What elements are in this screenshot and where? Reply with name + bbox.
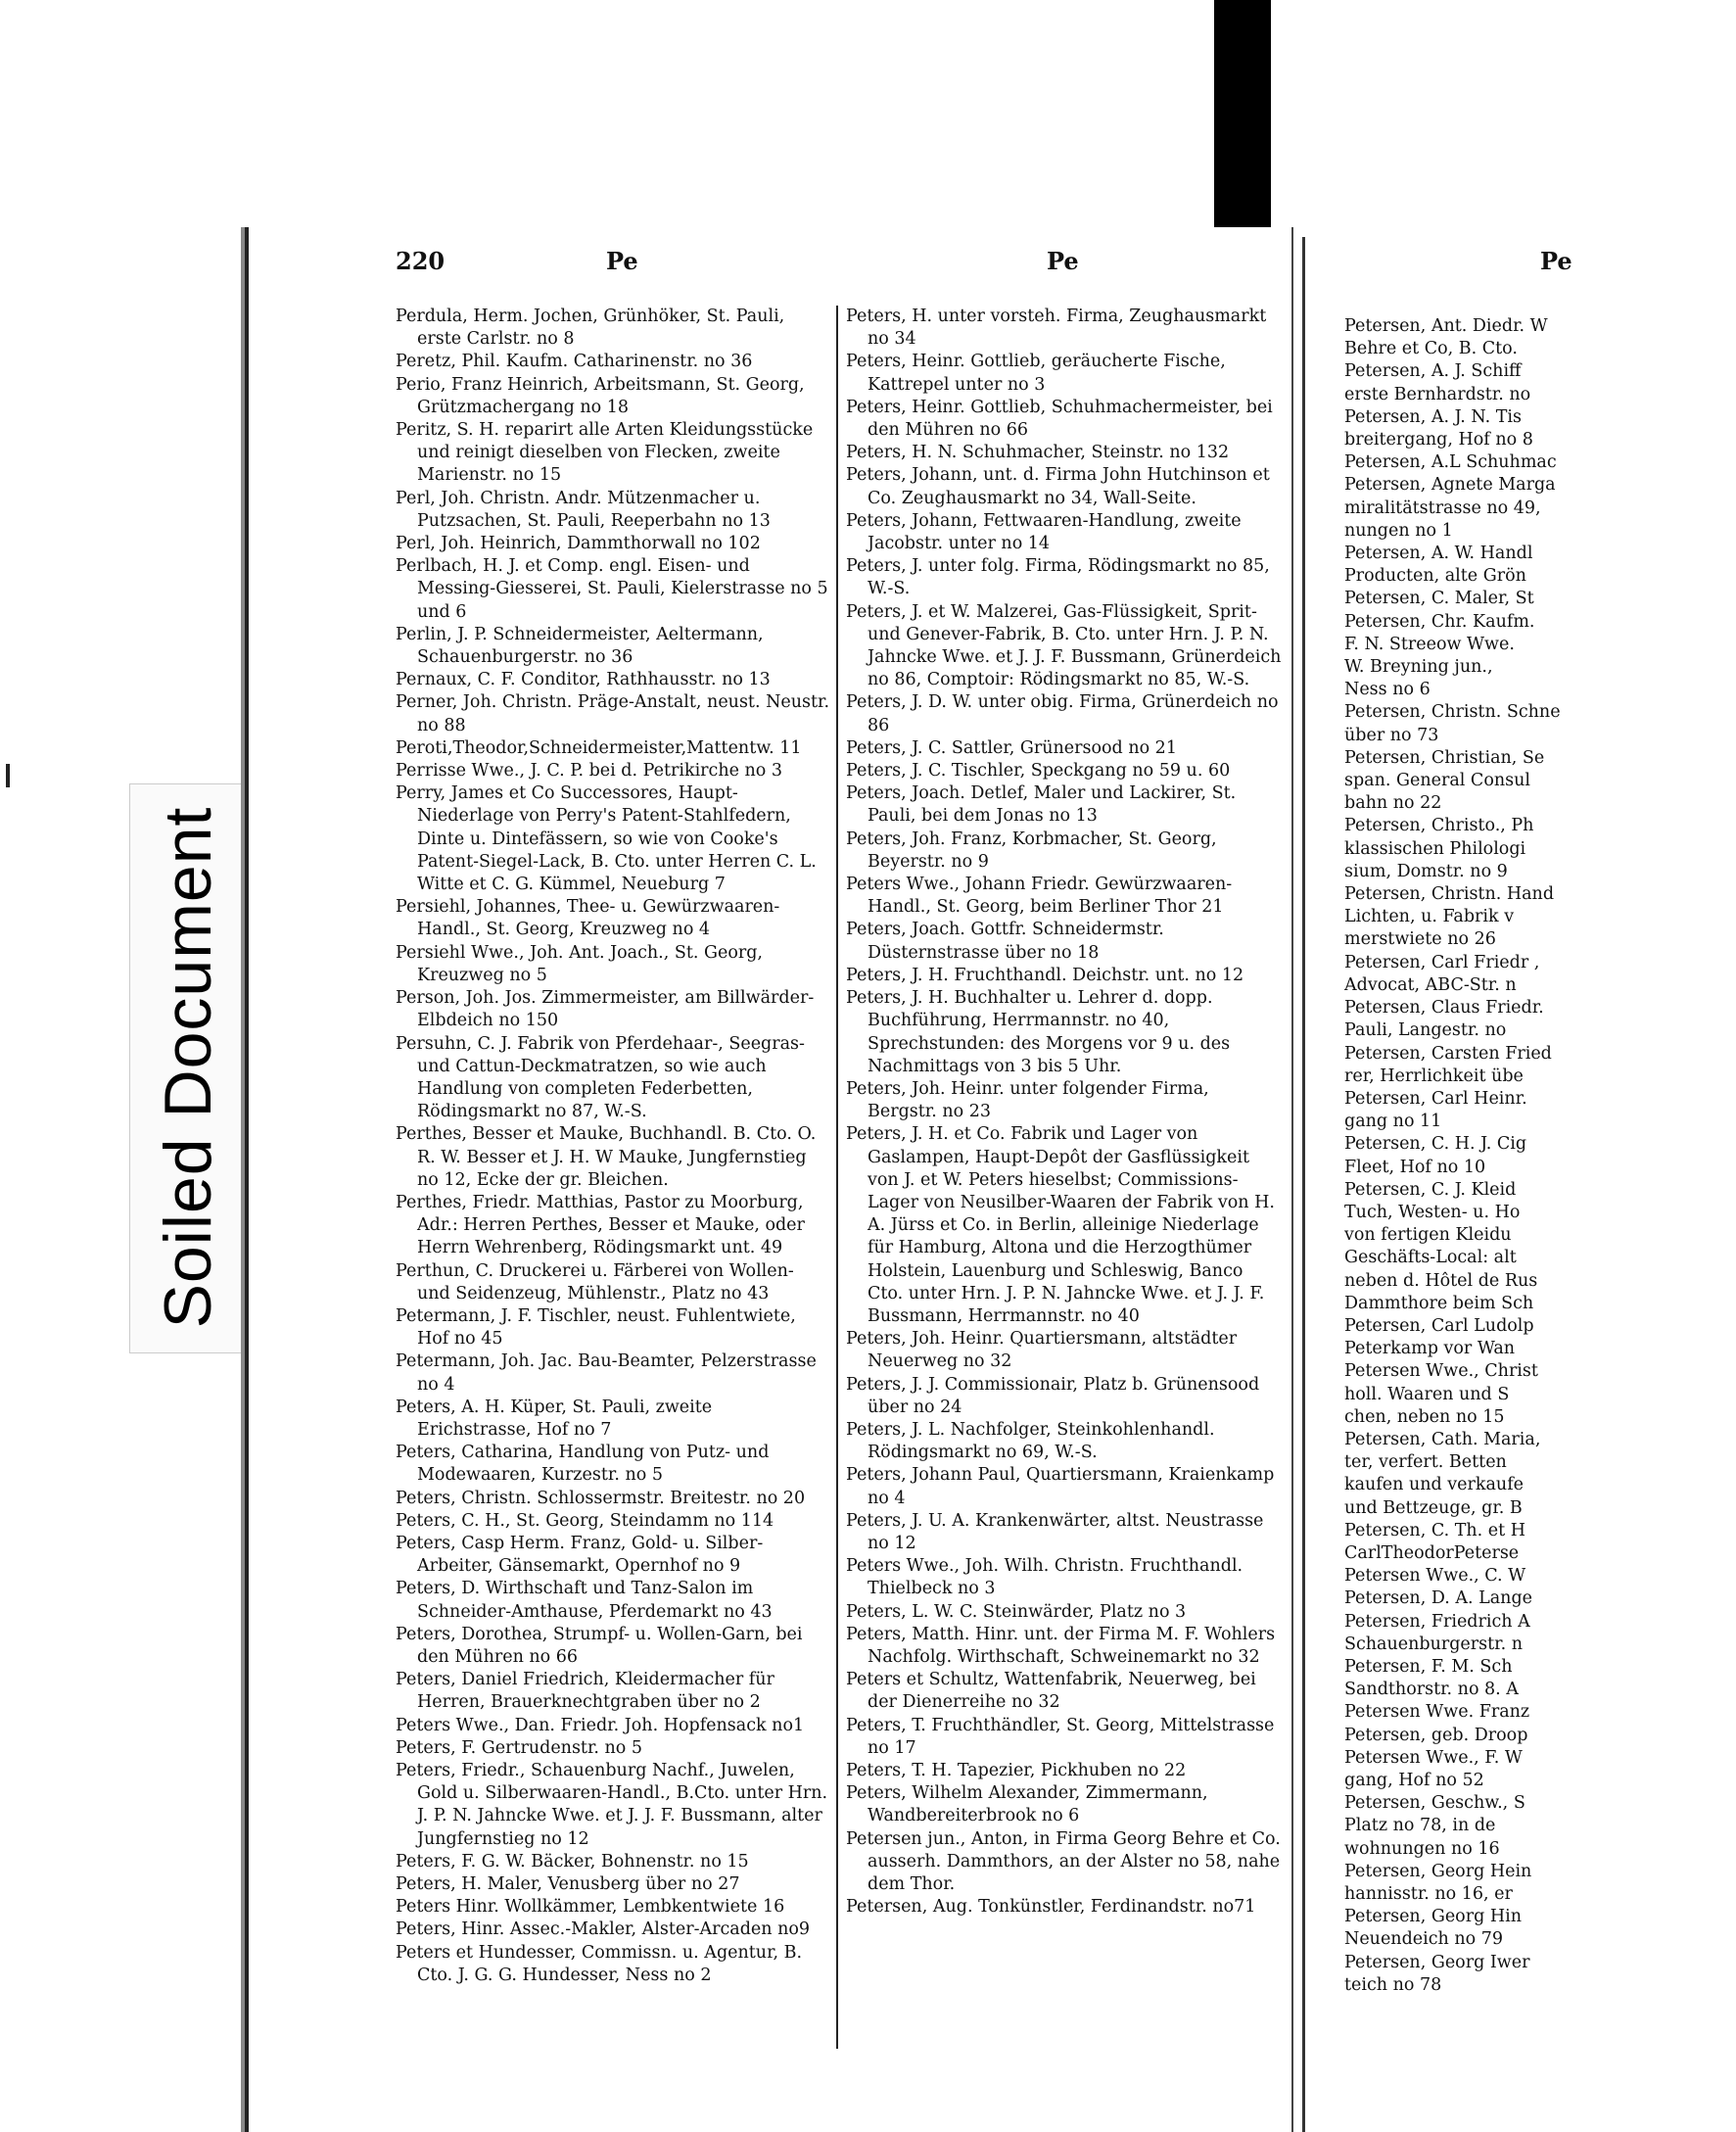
left-column: [396, 306, 831, 1987]
directory-entry: Petersen, Geschw., S: [1344, 1793, 1525, 1814]
directory-entry: Petersen, geb. Droop: [1344, 1725, 1528, 1745]
page-number: 220: [396, 247, 446, 275]
directory-entry: Petermann, Joh. Jac. Bau-Beamter, Pelzerstrasse no 4: [396, 1351, 817, 1395]
scan-margin: [0, 0, 245, 2132]
directory-entry: Perthes, Besser et Mauke, Buchhandl. B. Cto. O. R. W. Besser et J. H. W Mauke, Jungfernstieg no 12, Ecke der gr. Bleichen.: [396, 1124, 817, 1190]
directory-entry: Persiehl, Johannes, Thee- u. Gewürzwaaren-Handl., St. Georg, Kreuzweg no 4: [396, 897, 780, 940]
directory-entry: F. N. Streeow Wwe.: [1344, 634, 1515, 654]
directory-entry: Petersen, Friedrich A: [1344, 1611, 1530, 1632]
directory-entry: Petersen, C. H. J. Cig: [1344, 1134, 1527, 1155]
directory-entry: von fertigen Kleidu: [1344, 1225, 1512, 1246]
directory-entry: Petersen jun., Anton, in Firma Georg Behre et Co. ausserh. Dammthors, an der Alster no 58, nahe dem Thor.: [846, 1828, 1281, 1895]
book-binding-shadow: [1214, 0, 1271, 264]
directory-entry: Petersen, A. W. Handl: [1344, 544, 1533, 564]
directory-entry: Perthes, Friedr. Matthias, Pastor zu Moorburg, Adr.: Herren Perthes, Besser et Mauke, oder Herrn Wehrenberg, Rödingsmarkt unt. 49: [396, 1192, 805, 1258]
directory-entry: Peters, T. H. Tapezier, Pickhuben no 22: [846, 1761, 1187, 1780]
directory-entry: Peters, F. G. W. Bäcker, Bohnenstr. no 15: [396, 1851, 749, 1871]
directory-entry: Ness no 6: [1344, 680, 1431, 700]
directory-entry: Petersen, C. Th. et H: [1344, 1520, 1526, 1540]
directory-entry: Persiehl Wwe., Joh. Ant. Joach., St. Georg, Kreuzweg no 5: [396, 942, 763, 985]
directory-entry: gang, Hof no 52: [1344, 1771, 1484, 1790]
directory-entry: Peters, J. C. Sattler, Grünersood no 21: [846, 737, 1177, 758]
directory-entry: Peters, J. U. A. Krankenwärter, altst. Neustrasse no 12: [846, 1510, 1264, 1553]
directory-entry: Peters, H. N. Schuhmacher, Steinstr. no 132: [846, 443, 1230, 463]
directory-entry: breitergang, Hof no 8: [1344, 430, 1533, 450]
directory-entry: CarlTheodorPeterse: [1344, 1542, 1520, 1563]
directory-entry: Peters, Heinr. Gottlieb, Schuhmachermeister, bei den Mühren no 66: [846, 397, 1273, 441]
directory-entry: teich no 78: [1344, 1974, 1442, 1995]
directory-entry: Peters, Daniel Friedrich, Kleidermacher für Herren, Brauerknechtgraben über no 2: [396, 1670, 774, 1713]
right-column: [846, 306, 1282, 1919]
directory-entry: Petersen, Agnete Marga: [1344, 475, 1556, 496]
directory-entry: Peters Wwe., Johann Friedr. Gewürzwaaren-Handl., St. Georg, beim Berliner Thor 21: [846, 875, 1233, 918]
directory-entry: Perlbach, H. J. et Comp. engl. Eisen- und Messing-Giesserei, St. Pauli, Kielerstrasse no 5 und 6: [396, 556, 828, 622]
directory-entry: Peters, J. L. Nachfolger, Steinkohlenhandl. Rödingsmarkt no 69, W.-S.: [846, 1419, 1215, 1463]
directory-entry: und Bettzeuge, gr. B: [1344, 1497, 1523, 1518]
directory-entry: Peters, Matth. Hinr. unt. der Firma M. F. Wohlers Nachfolg. Wirthschaft, Schweinemarkt no 32: [846, 1624, 1276, 1667]
directory-entry: Petersen, Claus Friedr.: [1344, 998, 1544, 1019]
column-divider: [836, 306, 838, 2049]
directory-entry: Petermann, J. F. Tischler, neust. Fuhlentwiete, Hof no 45: [396, 1305, 796, 1350]
directory-entry: Peters, J. D. W. unter obig. Firma, Grünerdeich no 86: [846, 692, 1279, 735]
directory-entry: Petersen, F. M. Sch: [1344, 1656, 1513, 1677]
directory-entry: Peters, J. H. Buchhalter u. Lehrer d. dopp. Buchführung, Herrmannstr. no 40, Sprechstunden: des Morgens vor 9 u. des Nachmittags von 3 bis 5 Uhr.: [846, 988, 1231, 1076]
directory-entry: Peters, H. unter vorsteh. Firma, Zeughausmarkt no 34: [846, 307, 1267, 350]
directory-entry: Petersen, Chr. Kaufm.: [1344, 611, 1535, 632]
directory-entry: span. General Consul: [1344, 771, 1530, 791]
directory-entry: Peters, Johann, Fettwaaren-Handlung, zweite Jacobstr. unter no 14: [846, 510, 1242, 554]
directory-entry: Peters, J. J. Commissionair, Platz b. Grünensood über no 24: [846, 1374, 1260, 1417]
directory-entry: Peters, Joh. Heinr. unter folgender Firma, Bergstr. no 23: [846, 1078, 1209, 1122]
directory-entry: Peters Hinr. Wollkämmer, Lembkentwiete 16: [396, 1897, 785, 1918]
directory-entry: Peroti,Theodor,Schneidermeister,Mattentw. 11: [396, 737, 802, 758]
directory-entry: Peters, D. Wirthschaft und Tanz-Salon im Schneider-Amthause, Pferdemarkt no 43: [396, 1579, 773, 1622]
next-page-partial: [1302, 237, 1570, 2132]
directory-entry: Behre et Co, B. Cto.: [1344, 339, 1518, 359]
directory-entry: Petersen Wwe. Franz: [1344, 1702, 1530, 1723]
directory-entry: ter, verfert. Betten: [1344, 1452, 1507, 1473]
directory-entry: Persuhn, C. J. Fabrik von Pferdehaar-, Seegras- und Cattun-Deckmatratzen, so wie auch Handlung von completen Federbetten, Rödingsmarkt no 87, W.-S.: [396, 1033, 805, 1122]
directory-entry: gang no 11: [1344, 1112, 1442, 1132]
directory-entry: Peters, J. H. Fruchthandl. Deichstr. unt. no 12: [846, 965, 1244, 985]
directory-entry: Peters, J. C. Tischler, Speckgang no 59 u. 60: [846, 761, 1231, 782]
directory-entry: sium, Domstr. no 9: [1344, 861, 1508, 881]
directory-entry: Peretz, Phil. Kaufm. Catharinenstr. no 36: [396, 352, 753, 372]
directory-entry: Peters, Joach. Detlef, Maler und Lackirer, St. Pauli, bei dem Jonas no 13: [846, 783, 1237, 827]
directory-entry: Peters, C. H., St. Georg, Steindamm no 114: [396, 1510, 774, 1531]
directory-entry: Peters, Dorothea, Strumpf- u. Wollen-Garn, bei den Mühren no 66: [396, 1624, 803, 1667]
directory-entry: Petersen, A. J. N. Tis: [1344, 406, 1522, 427]
directory-entry: Petersen, Christn. Schne: [1344, 702, 1561, 723]
directory-entry: Peters, J. H. et Co. Fabrik und Lager von Gaslampen, Haupt-Depôt der Gasflüssigkeit von J. et W. Peters hieselbst; Commissions-Lager von Neusilber-Waaren der Fabrik von H. A. Jürss et Co. in Berlin, alleinige Niederlage für Hamburg, Altona und die Herzogthümer Holstein, Lauenburg und Schleswig, Banco Cto. unter Hrn. J. P. N. Jahncke Wwe. et J. J. F. Bussmann, Herrmannstr. no 40: [846, 1124, 1275, 1326]
directory-entry: Peters, Christn. Schlossermstr. Breitestr. no 20: [396, 1488, 806, 1508]
directory-entry: kaufen und verkaufe: [1344, 1475, 1525, 1495]
directory-entry: Petersen, Christo., Ph: [1344, 816, 1534, 836]
directory-entry: Peters Wwe., Dan. Friedr. Joh. Hopfensack no1: [396, 1715, 805, 1735]
directory-entry: Petersen, Carl Friedr ,: [1344, 952, 1540, 972]
directory-entry: Peters, T. Fruchthändler, St. Georg, Mittelstrasse no 17: [846, 1715, 1275, 1758]
directory-entry: Petersen, Christian, Se: [1344, 747, 1545, 768]
directory-page: [245, 227, 1293, 2132]
directory-entry: Peters, Casp Herm. Franz, Gold- u. Silber-Arbeiter, Gänsemarkt, Opernhof no 9: [396, 1533, 764, 1577]
directory-entry: Peters, Joach. Gottfr. Schneidermstr. Düsternstrasse über no 18: [846, 920, 1164, 963]
directory-entry: Schauenburgerstr. n: [1344, 1634, 1524, 1654]
directory-entry: Peters, Johann, unt. d. Firma John Hutchinson et Co. Zeughausmarkt no 34, Wall-Seite.: [846, 465, 1270, 508]
directory-entry: Petersen, C. Maler, St: [1344, 589, 1534, 609]
directory-entry: Perthun, C. Druckerei u. Färberei von Wollen- und Seidenzeug, Mühlenstr., Platz no 43: [396, 1260, 794, 1303]
directory-entry: Producten, alte Grön: [1344, 566, 1526, 587]
directory-entry: Petersen, D. A. Lange: [1344, 1588, 1533, 1609]
directory-entry: Petersen, Georg Hein: [1344, 1861, 1532, 1881]
directory-entry: Perl, Joh. Christn. Andr. Mützenmacher u. Putzsachen, St. Pauli, Reeperbahn no 13: [396, 488, 771, 531]
directory-entry: Petersen Wwe., F. W: [1344, 1747, 1523, 1768]
header-left: Pe: [606, 247, 638, 275]
directory-entry: W. Breyning jun.,: [1344, 657, 1493, 678]
directory-entry: Petersen, A. J. Schiff: [1344, 361, 1522, 382]
directory-entry: Petersen, Aug. Tonkünstler, Ferdinandstr. no71: [846, 1897, 1256, 1918]
directory-entry: Perry, James et Co Successores, Haupt-Niederlage von Perry's Patent-Stahlfedern, Dinte u. Dintefässern, so wie von Cooke's Patent-Siegel-Lack, B. Cto. unter Herren C. L. Witte et C. G. Kümmel, Neueburg 7: [396, 783, 817, 895]
directory-entry: Peters, Johann Paul, Quartiersmann, Kraienkamp no 4: [846, 1465, 1275, 1508]
directory-entry: Peritz, S. H. reparirt alle Arten Kleidungsstücke und reinigt dieselben von Flecken, zweite Marienstr. no 15: [396, 420, 814, 486]
directory-entry: Peterkamp vor Wan: [1344, 1339, 1516, 1359]
directory-entry: Petersen, Carsten Fried: [1344, 1043, 1552, 1064]
directory-entry: Petersen, Georg Iwer: [1344, 1952, 1530, 1972]
directory-entry: Peters, Hinr. Assec.-Makler, Alster-Arcaden no9: [396, 1919, 811, 1940]
directory-entry: holl. Waaren und S: [1344, 1384, 1510, 1404]
margin-mark: [6, 764, 10, 787]
next-page-column: [1344, 315, 1736, 1997]
directory-entry: Peters, Joh. Franz, Korbmacher, St. Georg, Beyerstr. no 9: [846, 829, 1217, 872]
directory-entry: neben d. Hôtel de Rus: [1344, 1270, 1538, 1291]
directory-entry: Peters, J. unter folg. Firma, Rödingsmarkt no 85, W.-S.: [846, 556, 1270, 599]
directory-entry: Pauli, Langestr. no: [1344, 1020, 1507, 1041]
directory-entry: Platz no 78, in de: [1344, 1816, 1496, 1836]
directory-entry: Peters, Wilhelm Alexander, Zimmermann, Wandbereiterbrook no 6: [846, 1783, 1208, 1826]
directory-entry: Peters Wwe., Joh. Wilh. Christn. Fruchthandl. Thielbeck no 3: [846, 1556, 1243, 1599]
directory-entry: Petersen, Ant. Diedr. W: [1344, 316, 1548, 336]
directory-entry: Person, Joh. Jos. Zimmermeister, am Billwärder-Elbdeich no 150: [396, 988, 815, 1031]
directory-entry: Peters et Schultz, Wattenfabrik, Neuerweg, bei der Dienerreihe no 32: [846, 1670, 1256, 1713]
directory-entry: Perner, Joh. Christn. Präge-Anstalt, neust. Neustr. no 88: [396, 692, 830, 735]
directory-entry: Fleet, Hof no 10: [1344, 1157, 1486, 1177]
directory-entry: erste Bernhardstr. no: [1344, 384, 1531, 404]
directory-entry: Petersen, A.L Schuhmac: [1344, 452, 1557, 473]
directory-entry: Peters, J. et W. Malzerei, Gas-Flüssigkeit, Sprit- und Genever-Fabrik, B. Cto. unter Hrn. J. P. N. Jahncke Wwe. et J. J. F. Bussmann, Grünerdeich no 86, Comptoir: Rödingsmarkt no 85, W.-S.: [846, 601, 1282, 690]
directory-entry: Peters, Catharina, Handlung von Putz- und Modewaaren, Kurzestr. no 5: [396, 1443, 770, 1486]
directory-entry: Pernaux, C. F. Conditor, Rathhausstr. no 13: [396, 670, 771, 690]
directory-entry: Petersen Wwe., C. W: [1344, 1566, 1526, 1587]
directory-entry: Peters, Joh. Heinr. Quartiersmann, altstädter Neuerweg no 32: [846, 1329, 1238, 1372]
header-right: Pe: [1047, 247, 1079, 275]
directory-entry: nungen no 1: [1344, 520, 1453, 541]
directory-entry: Sandthorstr. no 8. A: [1344, 1680, 1519, 1700]
next-page-header: Pe: [1540, 247, 1572, 275]
directory-entry: Peters, Friedr., Schauenburg Nachf., Juwelen, Gold u. Silberwaaren-Handl., B.Cto. unter Hrn. J. P. N. Jahncke Wwe. et J. J. F. Bussmann, alter Jungfernstieg no 12: [396, 1761, 828, 1849]
directory-entry: wohnungen no 16: [1344, 1838, 1500, 1859]
page-header: [249, 237, 1291, 286]
directory-entry: Geschäfts-Local: alt: [1344, 1248, 1517, 1268]
directory-entry: Petersen, Georg Hin: [1344, 1907, 1522, 1927]
directory-entry: Peters, Heinr. Gottlieb, geräucherte Fische, Kattrepel unter no 3: [846, 352, 1226, 395]
directory-entry: Perrisse Wwe., J. C. P. bei d. Petrikirche no 3: [396, 761, 783, 782]
directory-entry: chen, neben no 15: [1344, 1406, 1505, 1427]
directory-entry: miralitätstrasse no 49,: [1344, 497, 1541, 518]
directory-entry: Perio, Franz Heinrich, Arbeitsmann, St. Georg, Grützmachergang no 18: [396, 374, 805, 417]
directory-entry: Perlin, J. P. Schneidermeister, Aeltermann, Schauenburgerstr. no 36: [396, 624, 764, 668]
directory-entry: Peters et Hundesser, Commissn. u. Agentur, B. Cto. J. G. G. Hundesser, Ness no 2: [396, 1942, 803, 1985]
directory-entry: Advocat, ABC-Str. n: [1344, 974, 1517, 995]
directory-entry: Peters, H. Maler, Venusberg über no 27: [396, 1874, 740, 1895]
directory-entry: Petersen, Carl Heinr.: [1344, 1088, 1527, 1109]
soiled-document-label: Soiled Document: [151, 806, 225, 1329]
directory-entry: Petersen, Cath. Maria,: [1344, 1429, 1541, 1449]
directory-entry: Dammthore beim Sch: [1344, 1293, 1534, 1313]
directory-entry: Peters, A. H. Küper, St. Pauli, zweite Erichstrasse, Hof no 7: [396, 1397, 713, 1440]
directory-entry: Perdula, Herm. Jochen, Grünhöker, St. Pauli, erste Carlstr. no 8: [396, 307, 785, 350]
directory-entry: Petersen Wwe., Christ: [1344, 1361, 1538, 1382]
directory-entry: Lichten, u. Fabrik v: [1344, 907, 1515, 927]
directory-entry: rer, Herrlichkeit übe: [1344, 1066, 1524, 1086]
directory-entry: merstwiete no 26: [1344, 929, 1496, 950]
directory-entry: Petersen, Carl Ludolp: [1344, 1315, 1534, 1336]
directory-entry: Tuch, Westen- u. Ho: [1344, 1202, 1521, 1222]
directory-entry: Perl, Joh. Heinrich, Dammthorwall no 102: [396, 534, 761, 554]
directory-entry: klassischen Philologi: [1344, 838, 1526, 859]
directory-entry: bahn no 22: [1344, 793, 1442, 814]
directory-entry: über no 73: [1344, 725, 1439, 745]
directory-entry: Peters, F. Gertrudenstr. no 5: [396, 1737, 643, 1758]
directory-entry: Neuendeich no 79: [1344, 1929, 1503, 1950]
directory-entry: Petersen, Christn. Hand: [1344, 884, 1555, 905]
directory-entry: Petersen, C. J. Kleid: [1344, 1179, 1517, 1200]
directory-entry: hannisstr. no 16, er: [1344, 1884, 1513, 1905]
directory-entry: Peters, L. W. C. Steinwärder, Platz no 3: [846, 1601, 1187, 1622]
